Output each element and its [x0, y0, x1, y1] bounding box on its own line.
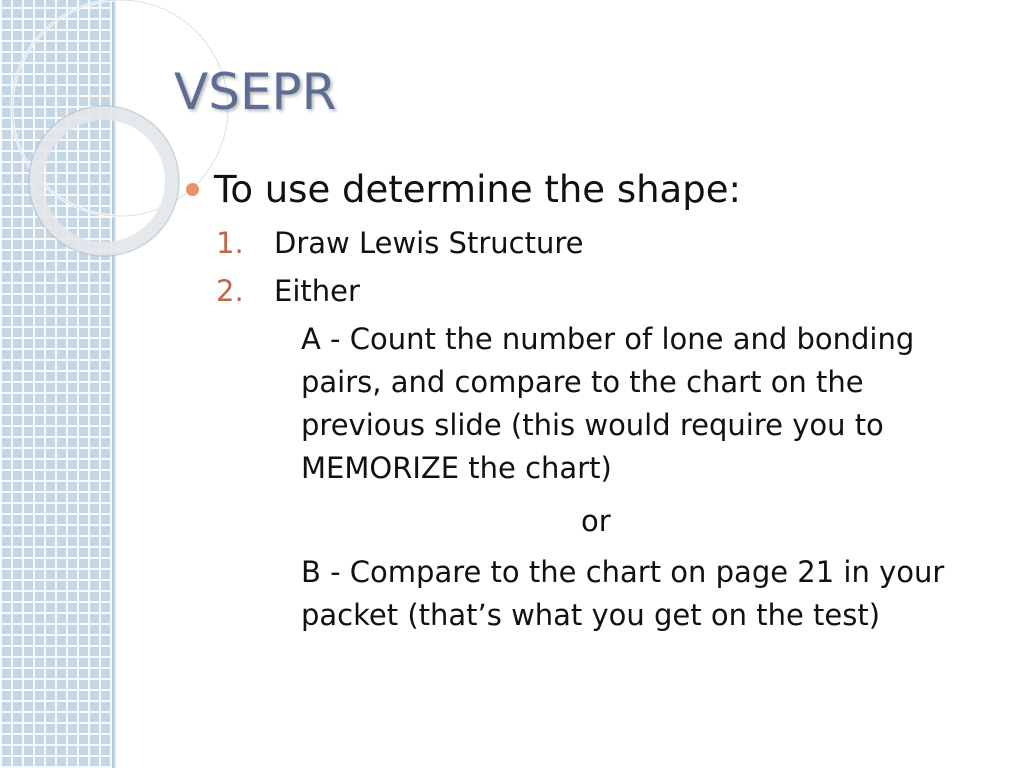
slide-body — [186, 166, 986, 637]
side-panel-edge — [112, 0, 116, 768]
step-item-1 — [186, 224, 986, 262]
step-number: 2. — [216, 274, 244, 308]
side-grid-panel — [0, 0, 112, 768]
main-bullet-text: To use determine the shape: — [214, 168, 741, 211]
option-a-text: A - Count the number of lone and bonding pairs, and compare to the chart on the previous slide (this would require you to MEMORIZE the chart) — [301, 322, 915, 485]
step-text: Draw Lewis Structure — [274, 226, 584, 260]
main-bullet — [186, 166, 986, 214]
step-number: 1. — [216, 226, 244, 260]
or-separator: or — [581, 504, 611, 538]
option-b-text: B - Compare to the chart on page 21 in your packet (that’s what you get on the test) — [301, 555, 945, 632]
step-text: Either — [274, 274, 360, 308]
slide-title: VSEPR — [174, 63, 337, 121]
bullet-dot-icon — [186, 183, 199, 196]
step-item-2 — [186, 272, 986, 310]
